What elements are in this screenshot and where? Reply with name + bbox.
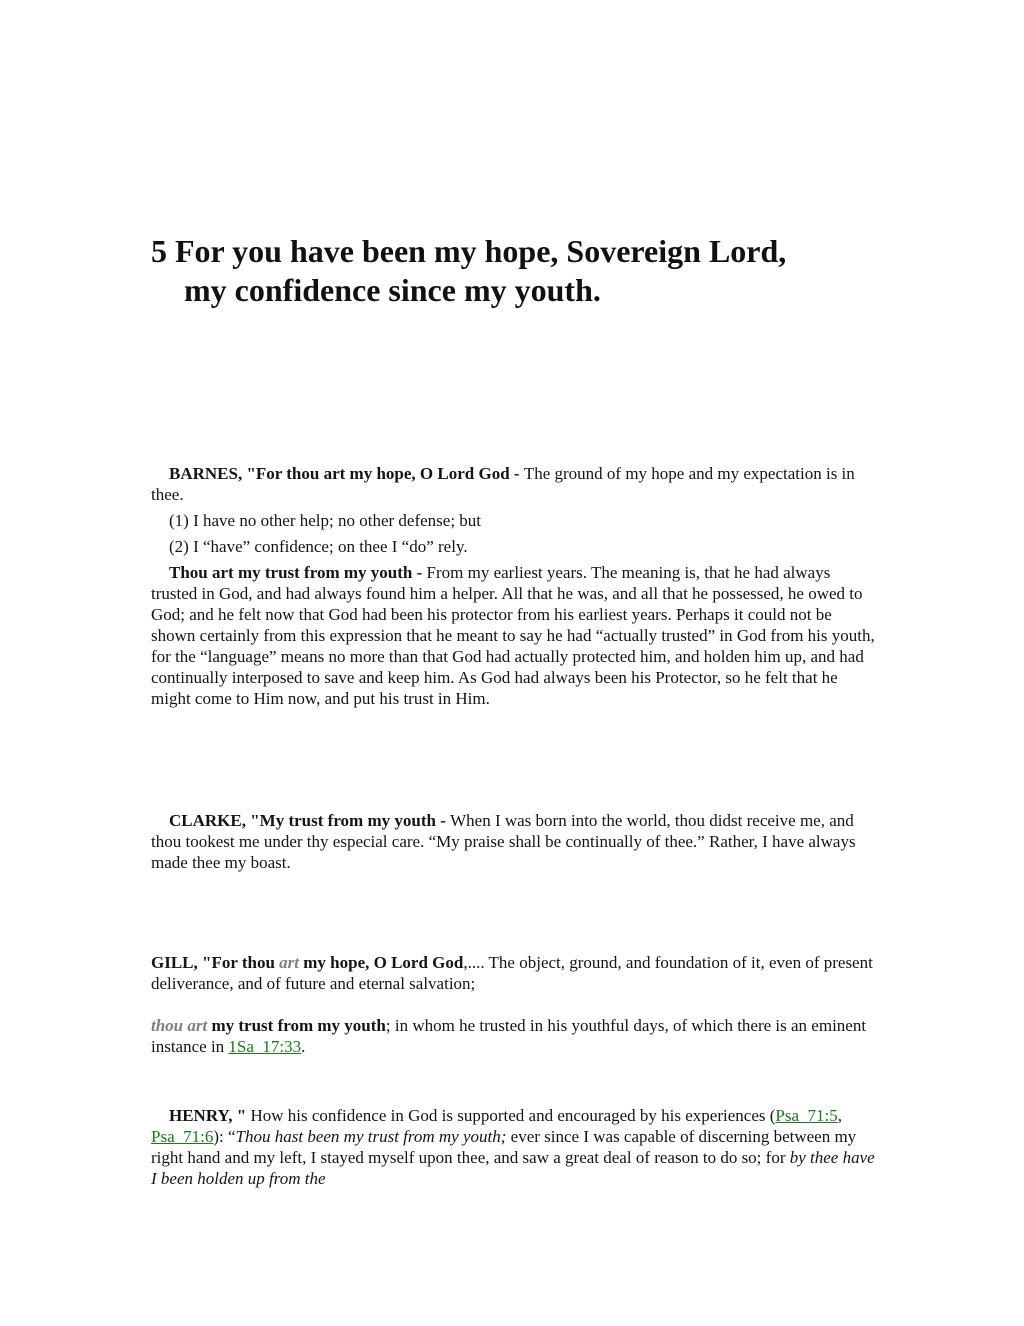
gill-heading-b: my hope, O Lord God	[299, 953, 464, 972]
gill-heading-grey: art	[279, 953, 299, 972]
gill-commentary	[151, 952, 875, 1057]
barnes-heading-2: Thou art my trust from my youth -	[169, 563, 427, 582]
gill-p2-text: ; in whom he trusted in his youthful days, of which there is an eminent instance in	[151, 1016, 867, 1056]
henry-text-3: ever since I was capable of discerning between my right hand and my left, I stayed myself upon thee, and saw a great deal of reason to do so; for	[151, 1127, 857, 1167]
henry-italic-1: Thou hast been my trust from my youth;	[235, 1127, 507, 1146]
henry-scripture-link-1[interactable]: Psa_71:5	[775, 1106, 838, 1125]
gill-paragraph-1	[151, 952, 875, 994]
henry-text-2: ): “	[213, 1127, 236, 1146]
clarke-text: When I was born into the world, thou didst receive me, and thou tookest me under thy especial care. “My praise shall be continually of thee.” Rather, I have always made thee my boast.	[151, 811, 856, 872]
gill-scripture-link[interactable]: 1Sa_17:33	[228, 1037, 302, 1056]
clarke-commentary	[151, 810, 875, 873]
barnes-item-2: (2) I “have” confidence; on thee I “do” rely.	[169, 537, 468, 556]
verse-line-2: my confidence since my youth.	[184, 272, 601, 308]
gill-heading-a: GILL, "For thou	[151, 953, 280, 972]
henry-scripture-link-2[interactable]: Psa_71:6	[151, 1127, 214, 1146]
barnes-commentary	[151, 463, 875, 709]
clarke-paragraph	[151, 810, 875, 873]
barnes-item-1: (1) I have no other help; no other defense; but	[169, 511, 482, 530]
gill-p2-bold: my trust from my youth	[207, 1016, 386, 1035]
verse-line-1: 5 For you have been my hope, Sovereign Lord,	[151, 233, 787, 269]
barnes-paragraph-2	[151, 562, 875, 709]
henry-paragraph	[151, 1105, 875, 1189]
barnes-text: The ground of my hope and my expectation is in thee.	[151, 464, 855, 504]
gill-p2-grey: thou art	[151, 1016, 208, 1035]
barnes-heading: BARNES, "For thou art my hope, O Lord God -	[169, 464, 524, 483]
henry-separator: ,	[837, 1106, 842, 1125]
clarke-heading: CLARKE, "My trust from my youth -	[169, 811, 451, 830]
henry-heading: HENRY, "	[169, 1106, 251, 1125]
gill-paragraph-2	[151, 1015, 875, 1057]
barnes-paragraph-1	[151, 463, 875, 505]
gill-text: ,.... The object, ground, and foundation of it, even of present deliverance, and of future and eternal salvation;	[151, 953, 873, 993]
barnes-text-2: From my earliest years. The meaning is, that he had always trusted in God, and had always found him a helper. All that he was, and all that he possessed, he owed to God; and he felt now that God had been his protector from his earliest years. Perhaps it could not be shown certainly from this expression that he meant to say he had “actually trusted” in God from his youth, for the “language” means no more than that God had actually protected him, and holden him up, and had continually interposed to save and keep him. As God had always been his Protector, so he felt that he might come to Him now, and put his trust in Him.	[151, 563, 875, 708]
henry-text-1: How his confidence in God is supported and encouraged by his experiences (	[250, 1106, 776, 1125]
verse-heading	[151, 232, 891, 310]
henry-italic-2: by thee have I been holden up from the	[151, 1148, 875, 1188]
gill-p2-end: .	[301, 1037, 306, 1056]
henry-commentary	[151, 1105, 875, 1189]
